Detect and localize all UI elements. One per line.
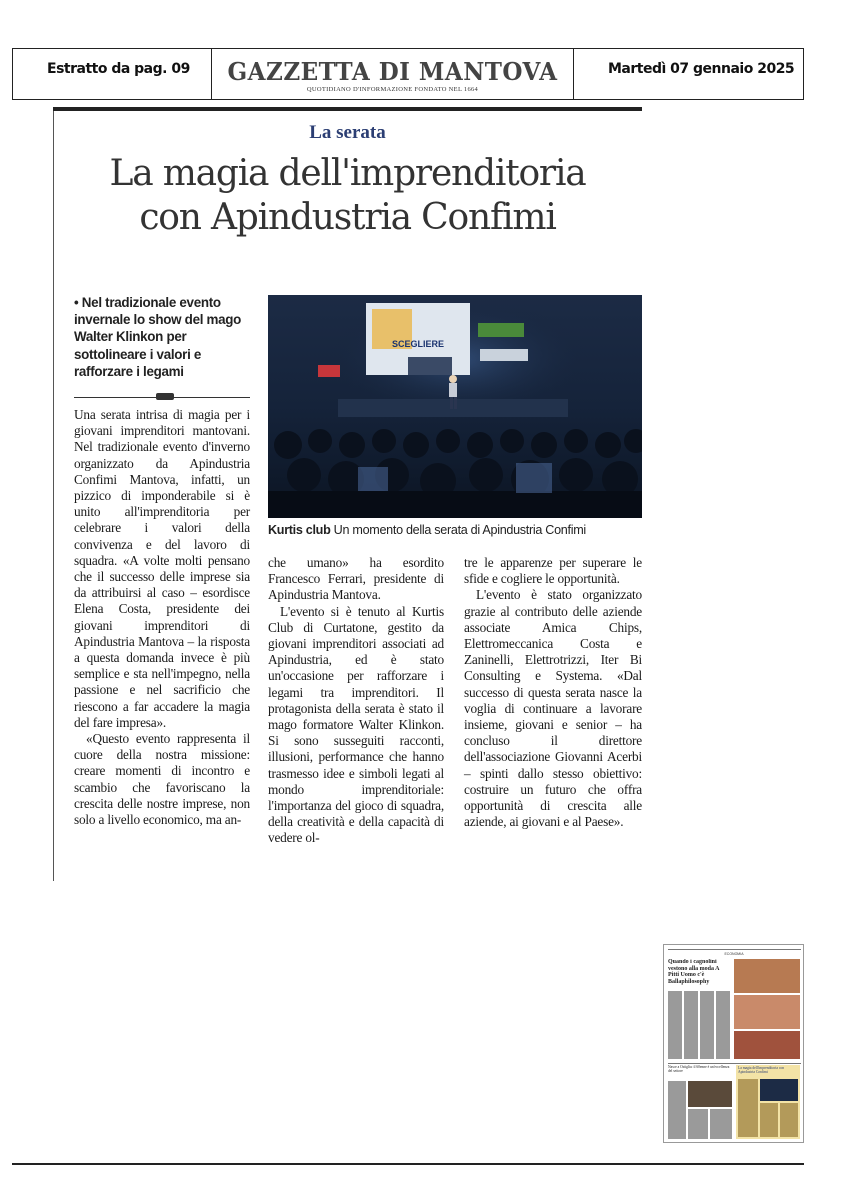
header-cell-masthead xyxy=(212,49,574,99)
publication-date: Martedì 07 gennaio 2025 xyxy=(608,61,795,77)
article-summary: • Nel tradizionale evento invernale lo show del mago Walter Klinkon per sottolineare i valori e rafforzare i legami xyxy=(74,295,242,379)
column-3-paragraph-2: L'evento è stato organizzato grazie al contributo delle aziende associate Amica Chips, Elettromeccanica Costa e Zaninelli, Elettrotrizzi, Iter Bi Consulting e Systema. «Dal successo di questa serata nasce la voglia di continuare a lavorare insieme, giovani e senior – ha concluso il direttore dell'associazione Giovanni Acerbi – spinti dallo stesso obiettivo: costruire un futuro che offra opportunità di crescita alle aziende, ai giovani e al Paese». xyxy=(464,587,642,830)
header-cell-extract xyxy=(13,49,212,99)
article-column-3 xyxy=(464,555,642,830)
article-kicker: La serata xyxy=(309,122,386,143)
masthead-logo: GAZZETTA DI MANTOVA xyxy=(227,57,558,86)
article-photo xyxy=(268,295,642,518)
page-thumbnail-illustration xyxy=(664,945,804,1143)
column-2-paragraph-1: che umano» ha esordito Francesco Ferrari, presidente di Apindustria Mantova. xyxy=(268,555,444,603)
article-column-2 xyxy=(268,555,444,847)
column-2-paragraph-2: L'evento si è tenuto al Kurtis Club di Curtatone, gestito da giovani imprenditori associati ad Apindustria, ed è stato un'occasione per rafforzare i legami tra imprenditori. Il protagonista della serata è stato il mago formatore Walter Klinkon. Si sono susseguiti racconti, illusioni, performance che hanno trasmesso idee e simboli legati al mondo imprenditoriale: l'importanza del gioco di squadra, della creatività e della capacità di vedere ol- xyxy=(268,603,444,846)
column-1-paragraph-1: Una serata intrisa di magia per i giovani imprenditori mantovani. Nel tradizionale evento d'inverno organizzato da Apindustria Confimi Mantova, infatti, un pizzico di imponderabile si è unito all'imprenditoria per celebrare i valori della convivenza e del lavoro di squadra. «A volte molti pensano che il successo delle imprese sia da attribuirsi al caso – esordisce Elena Costa, presidente dei giovani imprenditori di Apindustria Mantova – la risposta a questa domanda invece è più semplice e sta nell'impegno, nella passione e nel sacrificio che riescono a far accadere la magia del fare impresa». xyxy=(74,407,250,730)
caption-text: Un momento della serata di Apindustria Confimi xyxy=(330,523,586,537)
extract-label: Estratto da pag. 09 xyxy=(47,61,190,77)
article-column-1 xyxy=(74,407,250,828)
caption-label: Kurtis club xyxy=(268,523,331,537)
summary-rule-marker xyxy=(156,393,174,400)
thumbnail-headline-bottom-left: Nasce a Ostiglia: il 60enne è un'eccellenza del settore xyxy=(668,1065,730,1073)
header-box xyxy=(12,48,804,100)
page-bottom-rule xyxy=(12,1163,804,1165)
photo-caption xyxy=(268,523,648,537)
page-thumbnail xyxy=(663,944,804,1143)
headline-line-1: La magia dell'imprenditoria xyxy=(109,153,586,194)
column-1-paragraph-2: «Questo evento rappresenta il cuore della nostra missione: creare momenti di incontro e scambio che favoriscano la crescita delle nostre imprese, non solo a livello economico, ma an- xyxy=(74,731,250,828)
stage-screen-text: SCEGLIERE xyxy=(391,339,445,349)
article-headline xyxy=(53,152,642,240)
thumbnail-headline-top: Quando i cagnolini vestono alla moda A Pitti Uomo c'è Ballaphilosophy xyxy=(668,959,720,985)
event-photo-illustration xyxy=(268,295,642,518)
column-3-paragraph-1: tre le apparenze per superare le sfide e cogliere le opportunità. xyxy=(464,555,642,587)
article-top-rule xyxy=(53,107,642,111)
thumbnail-headline-bottom-right: La magia dell'imprenditoria con Apindustria Confimi xyxy=(738,1066,785,1074)
masthead-tagline: QUOTIDIANO D'INFORMAZIONE FONDATO NEL 1664 xyxy=(306,86,479,93)
thumbnail-section: ECONOMIA xyxy=(724,952,744,956)
header-cell-date xyxy=(574,49,803,99)
headline-line-2: con Apindustria Confimi xyxy=(139,197,556,238)
